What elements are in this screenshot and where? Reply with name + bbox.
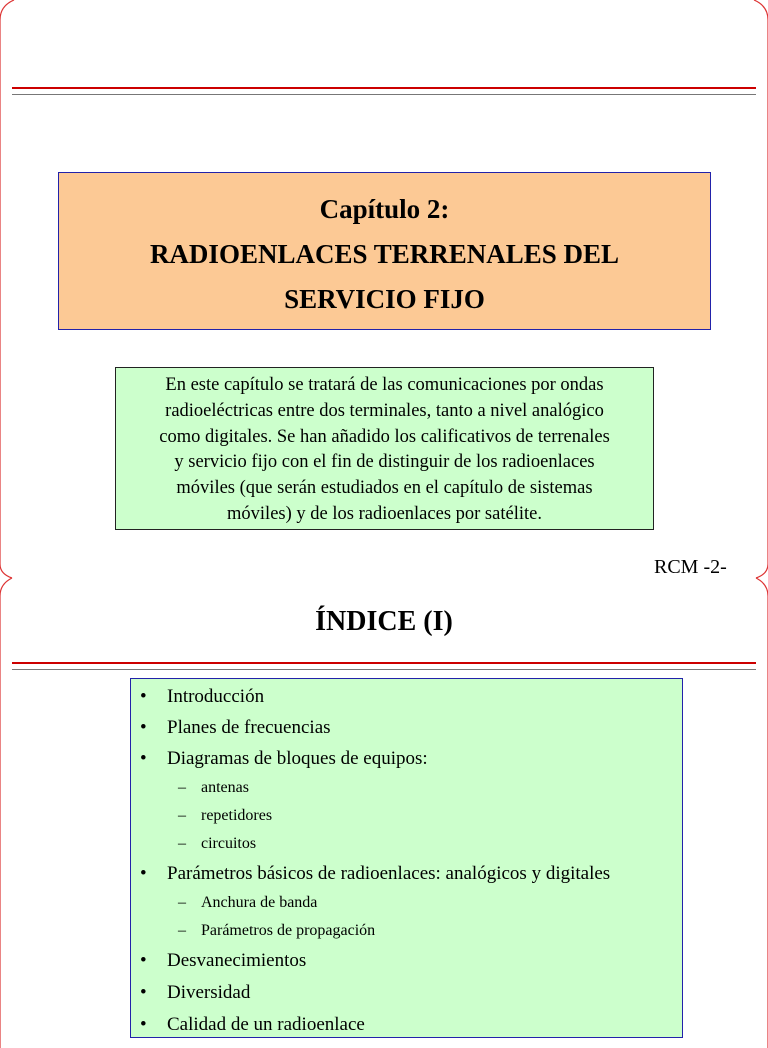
- chapter-title-box: [58, 172, 711, 330]
- page-number: RCM -2-: [654, 556, 727, 578]
- index-item-diversidad: • Diversidad: [140, 982, 251, 1003]
- index-box: [130, 678, 683, 1038]
- index-subitem-antenas: – antenas: [178, 779, 249, 796]
- index-item-planes: • Planes de frecuencias: [140, 717, 331, 738]
- chapter-description-box: [115, 367, 654, 530]
- index-item-desvanecimientos: • Desvanecimientos: [140, 950, 307, 971]
- index-subitem-repetidores: – repetidores: [178, 807, 273, 824]
- index-item-introduccion: • Introducción: [140, 686, 265, 707]
- index-subitem-anchura: – Anchura de banda: [178, 894, 318, 911]
- index-rule-red: [12, 662, 756, 664]
- description-line: como digitales. Se han añadido los calificativos de terrenales: [159, 426, 610, 447]
- header-rule-gray: [12, 94, 756, 95]
- description-line: En este capítulo se tratará de las comunicaciones por ondas: [165, 375, 604, 395]
- index-subitem-circuitos: – circuitos: [178, 835, 257, 852]
- description-line: móviles (que serán estudiados en el capítulo de sistemas: [176, 478, 593, 499]
- chapter-title-line-2: SERVICIO FIJO: [284, 284, 485, 314]
- index-item-diagramas: • Diagramas de bloques de equipos:: [140, 748, 428, 769]
- index-item-calidad: • Calidad de un radioenlace: [140, 1014, 365, 1035]
- index-title: ÍNDICE (I): [315, 606, 453, 637]
- description-line: radioeléctricas entre dos terminales, tanto a nivel analógico: [165, 400, 604, 421]
- index-item-parametros: • Parámetros básicos de radioenlaces: analógicos y digitales: [140, 863, 611, 884]
- chapter-title-line-1: RADIOENLACES TERRENALES DEL: [149, 239, 620, 269]
- header-rule-red: [12, 87, 756, 89]
- index-rule-gray: [12, 669, 756, 670]
- description-line: y servicio fijo con el fin de distinguir de los radioenlaces: [174, 452, 595, 473]
- index-subitem-propagacion: – Parámetros de propagación: [178, 922, 376, 939]
- description-line: móviles) y de los radioenlaces por satélite.: [227, 503, 542, 524]
- chapter-label: Capítulo 2:: [319, 194, 450, 224]
